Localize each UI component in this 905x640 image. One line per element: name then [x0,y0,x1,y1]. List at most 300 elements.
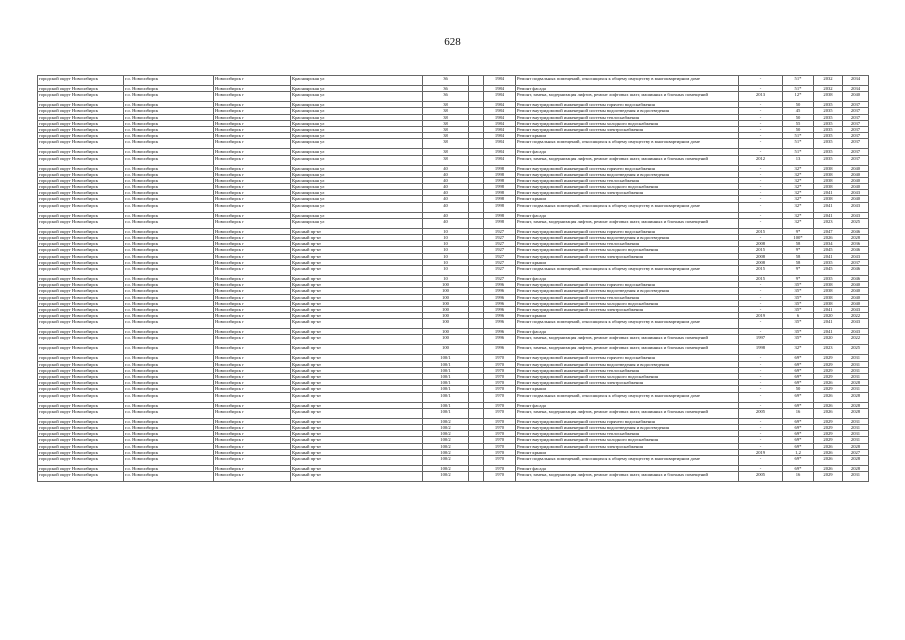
street-cell: Красный пр-кт [291,282,423,288]
street-cell: Красный пр-кт [291,443,423,449]
plan-end-year-cell: 2043 [843,253,869,259]
district-cell: городской округ Новосибирск [38,126,124,132]
build-year-cell: 1927 [484,253,516,259]
build-year-cell: 1927 [484,259,516,265]
build-year-cell: 1984 [484,126,516,132]
build-year-cell: 1970 [484,437,516,443]
settlement-cell: г.о. Новосибирск [124,86,214,92]
plan-start-year-cell: 2035 [814,259,843,265]
work-type-cell: Ремонт, замена, модернизация лифтов, ремонт лифтовых шахт, машинных и блочных помещений [516,335,739,345]
street-cell: Красный пр-кт [291,431,423,437]
district-cell: городской округ Новосибирск [38,202,124,212]
table-row [38,392,869,402]
locality-cell: Новосибирск г [214,418,291,424]
work-type-cell: Ремонт внутридомовой инженерной системы электроснабжения [516,253,739,259]
wear-percent-cell: 50 [783,102,814,108]
build-year-cell: 1996 [484,306,516,312]
settlement-cell: г.о. Новосибирск [124,282,214,288]
build-year-cell: 1984 [484,92,516,102]
plan-end-year-cell: 2037 [843,133,869,139]
house-number-cell: 40 [423,177,469,183]
work-type-cell: Ремонт внутридомовой инженерной системы водоотведения и водоотведения [516,361,739,367]
plan-start-year-cell: 2026 [814,402,843,408]
wear-percent-cell: 9* [783,265,814,275]
district-cell: городской округ Новосибирск [38,184,124,190]
plan-end-year-cell: 2028 [843,443,869,449]
settlement-cell: г.о. Новосибирск [124,313,214,319]
house-number-cell: 100/2 [423,449,469,455]
settlement-cell: г.о. Новосибирск [124,449,214,455]
build-year-cell: 1984 [484,149,516,155]
build-year-cell: 1927 [484,265,516,275]
work-type-cell: Ремонт подвальных помещений, относящихся к общему имуществу в многоквартирном доме [516,76,739,86]
plan-end-year-cell: 2040 [843,288,869,294]
street-cell: Красноярская ул [291,177,423,183]
district-cell: городской округ Новосибирск [38,386,124,392]
street-cell: Красный пр-кт [291,300,423,306]
locality-cell: Новосибирск г [214,108,291,114]
build-year-cell: 1996 [484,313,516,319]
locality-cell: Новосибирск г [214,335,291,345]
work-type-cell: Ремонт внутридомовой инженерной системы теплоснабжения [516,431,739,437]
plan-end-year-cell: 2027 [843,449,869,455]
settlement-cell: г.о. Новосибирск [124,184,214,190]
plan-start-year-cell: 2041 [814,202,843,212]
street-cell: Красноярская ул [291,184,423,190]
wear-percent-cell: 35* [783,294,814,300]
street-cell: Красноярская ул [291,120,423,126]
plan-start-year-cell: 2032 [814,86,843,92]
plan-end-year-cell: 2046 [843,247,869,253]
district-cell: городской округ Новосибирск [38,335,124,345]
table-row [38,455,869,465]
plan-start-year-cell: 2038 [814,288,843,294]
work-type-cell: Ремонт внутридомовой инженерной системы электроснабжения [516,190,739,196]
work-type-cell: Ремонт подвальных помещений, относящихся к общему имуществу в многоквартирном доме [516,139,739,149]
plan-end-year-cell: 2046 [843,275,869,281]
work-type-cell: Ремонт подвальных помещений, относящихся к общему имуществу в многоквартирном доме [516,319,739,329]
last-repair-year-cell: 2019 [739,313,783,319]
build-year-cell: 1984 [484,120,516,126]
plan-start-year-cell: 2047 [814,228,843,234]
last-repair-year-cell: 2005 [739,408,783,418]
build-year-cell: 1998 [484,218,516,228]
wear-percent-cell: 69* [783,431,814,437]
build-year-cell: 1970 [484,408,516,418]
locality-cell: Новосибирск г [214,380,291,386]
street-cell: Красный пр-кт [291,306,423,312]
locality-cell: Новосибирск г [214,361,291,367]
street-cell: Красный пр-кт [291,449,423,455]
last-repair-year-cell: - [739,402,783,408]
work-type-cell: Ремонт крыши [516,259,739,265]
settlement-cell: г.о. Новосибирск [124,455,214,465]
street-cell: Красноярская ул [291,76,423,86]
house-number-cell: 40 [423,165,469,171]
plan-end-year-cell: 2028 [843,235,869,241]
street-cell: Красноярская ул [291,149,423,155]
locality-cell: Новосибирск г [214,282,291,288]
plan-end-year-cell: 2025 [843,345,869,355]
settlement-cell: г.о. Новосибирск [124,171,214,177]
district-cell: городской округ Новосибирск [38,133,124,139]
settlement-cell: г.о. Новосибирск [124,133,214,139]
plan-start-year-cell: 2026 [814,408,843,418]
settlement-cell: г.о. Новосибирск [124,472,214,482]
build-year-cell: 1970 [484,431,516,437]
house-number-cell: 38 [423,139,469,149]
settlement-cell: г.о. Новосибирск [124,259,214,265]
plan-start-year-cell: 2035 [814,120,843,126]
plan-end-year-cell: 2043 [843,190,869,196]
locality-cell: Новосибирск г [214,437,291,443]
empty-cell [469,472,484,482]
settlement-cell: г.о. Новосибирск [124,392,214,402]
plan-end-year-cell: 2031 [843,361,869,367]
house-number-cell: 100 [423,345,469,355]
last-repair-year-cell: 2008 [739,259,783,265]
wear-percent-cell: 32* [783,218,814,228]
build-year-cell: 1927 [484,247,516,253]
plan-start-year-cell: 2041 [814,319,843,329]
last-repair-year-cell: - [739,114,783,120]
wear-percent-cell: 32* [783,202,814,212]
locality-cell: Новосибирск г [214,294,291,300]
house-number-cell: 38 [423,149,469,155]
house-number-cell: 100/2 [423,431,469,437]
locality-cell: Новосибирск г [214,265,291,275]
locality-cell: Новосибирск г [214,76,291,86]
house-number-cell: 100 [423,294,469,300]
district-cell: городской округ Новосибирск [38,443,124,449]
build-year-cell: 1970 [484,443,516,449]
build-year-cell: 1970 [484,392,516,402]
plan-end-year-cell: 2022 [843,313,869,319]
settlement-cell: г.о. Новосибирск [124,275,214,281]
last-repair-year-cell: - [739,218,783,228]
house-number-cell: 36 [423,76,469,86]
work-type-cell: Ремонт внутридомовой инженерной системы водоотведения и водоотведения [516,171,739,177]
wear-percent-cell: 12* [783,92,814,102]
house-number-cell: 40 [423,218,469,228]
district-cell: городской округ Новосибирск [38,253,124,259]
settlement-cell: г.о. Новосибирск [124,235,214,241]
house-number-cell: 100/1 [423,355,469,361]
locality-cell: Новосибирск г [214,202,291,212]
plan-end-year-cell: 2040 [843,171,869,177]
district-cell: городской округ Новосибирск [38,228,124,234]
street-cell: Красный пр-кт [291,408,423,418]
last-repair-year-cell: - [739,126,783,132]
house-number-cell: 100/1 [423,402,469,408]
build-year-cell: 1927 [484,228,516,234]
wear-percent-cell: 51* [783,86,814,92]
locality-cell: Новосибирск г [214,247,291,253]
street-cell: Красный пр-кт [291,437,423,443]
empty-cell [469,218,484,228]
last-repair-year-cell: - [739,139,783,149]
work-type-cell: Ремонт внутридомовой инженерной системы теплоснабжения [516,241,739,247]
locality-cell: Новосибирск г [214,402,291,408]
district-cell: городской округ Новосибирск [38,313,124,319]
work-type-cell: Ремонт внутридомовой инженерной системы теплоснабжения [516,177,739,183]
plan-start-year-cell: 2035 [814,114,843,120]
locality-cell: Новосибирск г [214,431,291,437]
plan-end-year-cell: 2046 [843,228,869,234]
district-cell: городской округ Новосибирск [38,177,124,183]
settlement-cell: г.о. Новосибирск [124,126,214,132]
work-type-cell: Ремонт внутридомовой инженерной системы холодного водоснабжения [516,437,739,443]
locality-cell: Новосибирск г [214,196,291,202]
street-cell: Красноярская ул [291,139,423,149]
wear-percent-cell: 69* [783,437,814,443]
plan-start-year-cell: 2038 [814,300,843,306]
wear-percent-cell: 35* [783,288,814,294]
street-cell: Красный пр-кт [291,392,423,402]
locality-cell: Новосибирск г [214,235,291,241]
street-cell: Красноярская ул [291,126,423,132]
house-number-cell: 100/1 [423,361,469,367]
locality-cell: Новосибирск г [214,449,291,455]
plan-start-year-cell: 2045 [814,265,843,275]
wear-percent-cell: 35* [783,282,814,288]
locality-cell: Новосибирск г [214,424,291,430]
plan-start-year-cell: 2034 [814,241,843,247]
house-number-cell: 38 [423,114,469,120]
last-repair-year-cell: - [739,374,783,380]
last-repair-year-cell: 2015 [739,247,783,253]
work-type-cell: Ремонт крыши [516,386,739,392]
locality-cell: Новосибирск г [214,190,291,196]
plan-start-year-cell: 2026 [814,235,843,241]
empty-cell [469,392,484,402]
wear-percent-cell: 51* [783,139,814,149]
plan-start-year-cell: 2035 [814,108,843,114]
table-row [38,218,869,228]
district-cell: городской округ Новосибирск [38,149,124,155]
wear-percent-cell: 51* [783,149,814,155]
last-repair-year-cell: - [739,455,783,465]
district-cell: городской округ Новосибирск [38,361,124,367]
build-year-cell: 1996 [484,345,516,355]
wear-percent-cell: 69* [783,443,814,449]
district-cell: городской округ Новосибирск [38,374,124,380]
house-number-cell: 100/2 [423,472,469,482]
settlement-cell: г.о. Новосибирск [124,218,214,228]
capital-repair-table [37,75,869,482]
house-number-cell: 100 [423,335,469,345]
build-year-cell: 1970 [484,424,516,430]
settlement-cell: г.о. Новосибирск [124,437,214,443]
build-year-cell: 1970 [484,361,516,367]
work-type-cell: Ремонт фасада [516,465,739,471]
wear-percent-cell: 69* [783,455,814,465]
wear-percent-cell: 35* [783,306,814,312]
last-repair-year-cell: - [739,361,783,367]
house-number-cell: 10 [423,228,469,234]
wear-percent-cell: 32* [783,345,814,355]
house-number-cell: 100 [423,288,469,294]
plan-start-year-cell: 2035 [814,102,843,108]
settlement-cell: г.о. Новосибирск [124,190,214,196]
plan-end-year-cell: 2037 [843,139,869,149]
settlement-cell: г.о. Новосибирск [124,431,214,437]
table-row [38,202,869,212]
district-cell: городской округ Новосибирск [38,108,124,114]
empty-cell [469,345,484,355]
build-year-cell: 1970 [484,367,516,373]
plan-end-year-cell: 2037 [843,114,869,120]
plan-start-year-cell: 2029 [814,431,843,437]
district-cell: городской округ Новосибирск [38,472,124,482]
table-row [38,92,869,102]
build-year-cell: 1970 [484,374,516,380]
district-cell: городской округ Новосибирск [38,418,124,424]
plan-start-year-cell: 2029 [814,424,843,430]
wear-percent-cell: 69* [783,374,814,380]
district-cell: городской округ Новосибирск [38,437,124,443]
wear-percent-cell: 58 [783,253,814,259]
last-repair-year-cell: - [739,329,783,335]
work-type-cell: Ремонт внутридомовой инженерной системы теплоснабжения [516,367,739,373]
plan-start-year-cell: 2026 [814,465,843,471]
street-cell: Красный пр-кт [291,275,423,281]
wear-percent-cell: 69* [783,418,814,424]
last-repair-year-cell: - [739,437,783,443]
settlement-cell: г.о. Новосибирск [124,247,214,253]
wear-percent-cell: 58 [783,259,814,265]
house-number-cell: 10 [423,275,469,281]
district-cell: городской округ Новосибирск [38,367,124,373]
last-repair-year-cell: - [739,171,783,177]
house-number-cell: 38 [423,102,469,108]
plan-start-year-cell: 2041 [814,329,843,335]
settlement-cell: г.о. Новосибирск [124,288,214,294]
settlement-cell: г.о. Новосибирск [124,202,214,212]
street-cell: Красный пр-кт [291,345,423,355]
settlement-cell: г.о. Новосибирск [124,418,214,424]
locality-cell: Новосибирск г [214,367,291,373]
work-type-cell: Ремонт внутридомовой инженерной системы теплоснабжения [516,114,739,120]
build-year-cell: 1996 [484,300,516,306]
plan-start-year-cell: 2026 [814,455,843,465]
settlement-cell: г.о. Новосибирск [124,120,214,126]
house-number-cell: 100/2 [423,465,469,471]
house-number-cell: 100 [423,329,469,335]
plan-start-year-cell: 2029 [814,386,843,392]
wear-percent-cell: 16 [783,472,814,482]
settlement-cell: г.о. Новосибирск [124,319,214,329]
table-row [38,155,869,165]
settlement-cell: г.о. Новосибирск [124,265,214,275]
district-cell: городской округ Новосибирск [38,329,124,335]
street-cell: Красный пр-кт [291,241,423,247]
build-year-cell: 1970 [484,449,516,455]
plan-start-year-cell: 2029 [814,437,843,443]
last-repair-year-cell: - [739,300,783,306]
settlement-cell: г.о. Новосибирск [124,402,214,408]
last-repair-year-cell: 1998 [739,345,783,355]
street-cell: Красноярская ул [291,86,423,92]
settlement-cell: г.о. Новосибирск [124,92,214,102]
build-year-cell: 1927 [484,241,516,247]
locality-cell: Новосибирск г [214,139,291,149]
last-repair-year-cell: - [739,202,783,212]
locality-cell: Новосибирск г [214,329,291,335]
settlement-cell: г.о. Новосибирск [124,367,214,373]
work-type-cell: Ремонт внутридомовой инженерной системы электроснабжения [516,380,739,386]
work-type-cell: Ремонт подвальных помещений, относящихся к общему имуществу в многоквартирном доме [516,202,739,212]
plan-end-year-cell: 2043 [843,329,869,335]
locality-cell: Новосибирск г [214,443,291,449]
settlement-cell: г.о. Новосибирск [124,355,214,361]
street-cell: Красный пр-кт [291,247,423,253]
plan-end-year-cell: 2043 [843,306,869,312]
district-cell: городской округ Новосибирск [38,380,124,386]
work-type-cell: Ремонт подвальных помещений, относящихся к общему имуществу в многоквартирном доме [516,455,739,465]
plan-start-year-cell: 2029 [814,374,843,380]
build-year-cell: 1984 [484,86,516,92]
last-repair-year-cell: - [739,133,783,139]
settlement-cell: г.о. Новосибирск [124,228,214,234]
table-row [38,76,869,86]
settlement-cell: г.о. Новосибирск [124,155,214,165]
plan-end-year-cell: 2037 [843,155,869,165]
house-number-cell: 100/1 [423,380,469,386]
street-cell: Красный пр-кт [291,465,423,471]
settlement-cell: г.о. Новосибирск [124,294,214,300]
settlement-cell: г.о. Новосибирск [124,253,214,259]
wear-percent-cell: 100* [783,235,814,241]
last-repair-year-cell: 2008 [739,241,783,247]
work-type-cell: Ремонт внутридомовой инженерной системы электроснабжения [516,443,739,449]
build-year-cell: 1970 [484,386,516,392]
build-year-cell: 1998 [484,196,516,202]
district-cell: городской округ Новосибирск [38,235,124,241]
last-repair-year-cell: - [739,196,783,202]
street-cell: Красный пр-кт [291,259,423,265]
settlement-cell: г.о. Новосибирск [124,300,214,306]
last-repair-year-cell: - [739,108,783,114]
street-cell: Красный пр-кт [291,472,423,482]
empty-cell [469,335,484,345]
house-number-cell: 100 [423,319,469,329]
settlement-cell: г.о. Новосибирск [124,212,214,218]
house-number-cell: 100 [423,282,469,288]
street-cell: Красный пр-кт [291,386,423,392]
locality-cell: Новосибирск г [214,102,291,108]
plan-start-year-cell: 2029 [814,418,843,424]
settlement-cell: г.о. Новосибирск [124,306,214,312]
wear-percent-cell: 35* [783,329,814,335]
work-type-cell: Ремонт внутридомовой инженерной системы холодного водоснабжения [516,300,739,306]
street-cell: Красный пр-кт [291,418,423,424]
district-cell: городской округ Новосибирск [38,465,124,471]
build-year-cell: 1998 [484,212,516,218]
build-year-cell: 1996 [484,282,516,288]
settlement-cell: г.о. Новосибирск [124,149,214,155]
house-number-cell: 10 [423,247,469,253]
street-cell: Красноярская ул [291,218,423,228]
settlement-cell: г.о. Новосибирск [124,108,214,114]
street-cell: Красноярская ул [291,171,423,177]
plan-end-year-cell: 2040 [843,300,869,306]
plan-start-year-cell: 2038 [814,196,843,202]
work-type-cell: Ремонт внутридомовой инженерной системы холодного водоснабжения [516,247,739,253]
plan-end-year-cell: 2040 [843,294,869,300]
district-cell: городской округ Новосибирск [38,259,124,265]
house-number-cell: 100/2 [423,443,469,449]
